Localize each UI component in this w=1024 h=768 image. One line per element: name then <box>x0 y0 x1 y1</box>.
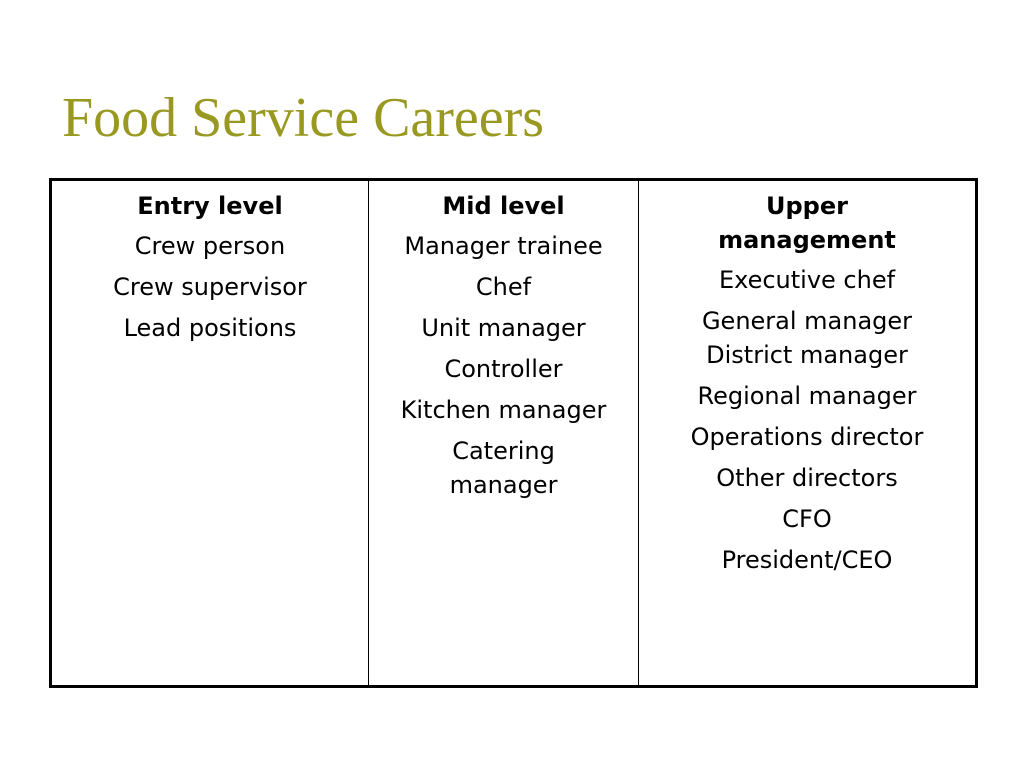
column-header-mid-level: Mid level <box>442 192 565 220</box>
list-item: Controller <box>444 355 563 383</box>
list-item: Other directors <box>716 464 898 492</box>
list-item: Manager trainee <box>404 232 603 260</box>
column-mid-level <box>369 180 639 687</box>
slide-title: Food Service Careers <box>62 87 545 149</box>
list-item: Chef <box>475 273 532 301</box>
list-item: Regional manager <box>697 382 917 410</box>
list-item: Executive chef <box>718 266 896 294</box>
list-item: President/CEO <box>721 546 893 574</box>
column-entry-level <box>51 180 369 687</box>
list-item: Crew supervisor <box>113 273 307 301</box>
column-header-upper-management: Upper management <box>718 192 896 254</box>
list-item: Operations director <box>690 423 924 451</box>
list-item: Catering manager <box>449 437 558 499</box>
column-upper-management <box>639 180 977 687</box>
list-item: Lead positions <box>123 314 297 342</box>
list-item: CFO <box>782 505 832 533</box>
careers-table <box>49 178 978 688</box>
list-item: Unit manager <box>421 314 586 342</box>
table-row <box>51 180 977 687</box>
list-item: Kitchen manager <box>400 396 607 424</box>
column-header-entry-level: Entry level <box>137 192 283 220</box>
list-item: Crew person <box>134 232 286 260</box>
list-item: General manager District manager <box>701 307 913 369</box>
